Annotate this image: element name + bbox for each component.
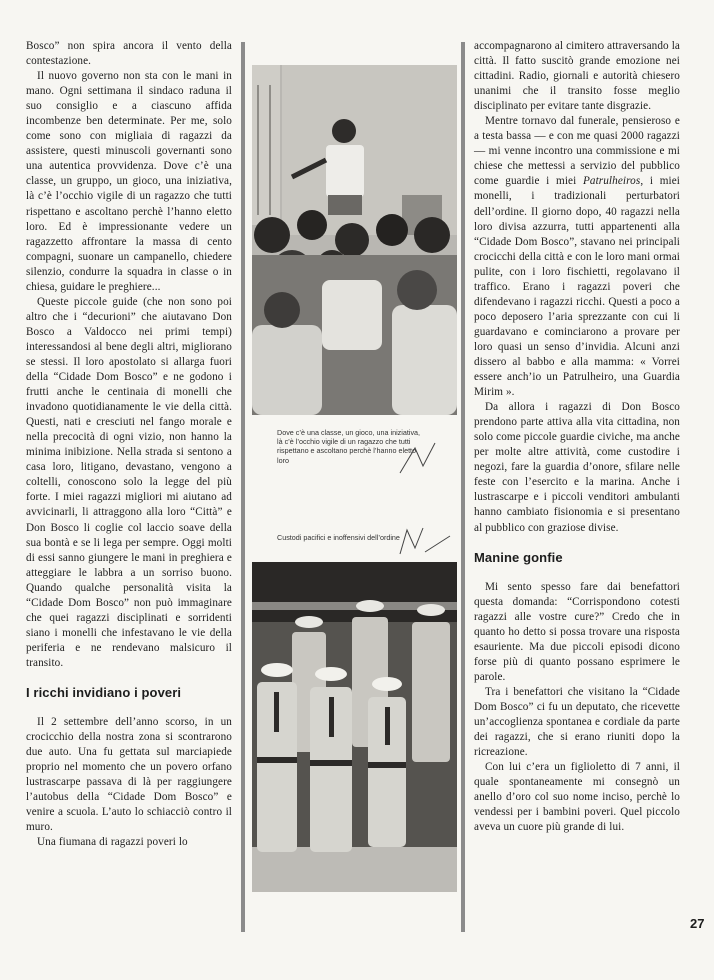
paragraph: accompagnarono al cimitero attraversando la città. Il fatto suscitò grande emozione nei cittadini. Radio, giornali e autorità chiesero unanimi che il transito fosse meglio disciplinato per evitare tante disgrazie. [474, 40, 680, 113]
text-run: , i miei monelli, i tradizionali perturbatori dell’ordine. Il giorno dopo, 40 ragazzi nella loro divisa azzurra, tutti appartenenti alla “Cidade Dom Bosco”, stavano nei principali crocicchi della città e con le loro mani ormai pulite, con i loro fischietti, regolavano il traffico. Erano i ragazzi poveri che difendevano i ragazzi ricchi. Questi a poco a poco deposero l’aria sprezzante con cui li guardavano e cominciarono a provare per loro quasi un senso d’invidia. Alcuni anzi dissero al babbo e alla mamma: « Vorrei essere anch’io un Patrulheiro, una Guardia Mirim ». [474, 175, 680, 399]
column-divider-right [461, 42, 465, 932]
paragraph: Mi sento spesso fare dai benefattori questa domanda: “Corrispondono cotesti ragazzi alle vostre cure?” Credo che in quanto ho detto si possa trovare una risposta esauriente. Ma due piccoli episodi dicono forse più di quanto possano esprimere le parole. [474, 580, 680, 683]
photo-caption: Custodi pacifici e inoffensivi dell’ordine [277, 533, 400, 542]
column-divider-left [241, 42, 245, 932]
photo-illustration [252, 562, 457, 892]
pen-mark-icon [395, 522, 455, 562]
left-text-column [26, 39, 232, 850]
photo-caption: Dove c’è una classe, un gioco, una iniziativa, là c’è l’occhio vigile di un ragazzo che tutti rispettano e ascoltano perchè l’hanno eletto loro [277, 428, 421, 465]
paragraph: Una fiumana di ragazzi poveri lo [37, 836, 188, 849]
photo-illustration [252, 65, 457, 415]
photo-uniformed-boys [252, 562, 457, 892]
photo-boy-leader [252, 65, 457, 415]
paragraph: Bosco” non spira ancora il vento della contestazione. [26, 40, 232, 68]
paragraph: Con lui c’era un figlioletto di 7 anni, il quale spontaneamente mi consegnò un anello d’oro col suo nome inciso, perchè lo vendessi per i bambini poveri. Quel piccolo aveva un cuore più grande di lui. [474, 761, 680, 834]
paragraph: Tra i benefattori che visitano la “Cidade Dom Bosco” ci fu un deputato, che ricevette un’accoglienza spontanea e cordiale da parte dei ragazzi, che si erano riuniti dopo la ricreazione. [474, 685, 680, 759]
page-number: 27 [690, 916, 705, 931]
paragraph [474, 114, 680, 400]
paragraph: Il nuovo governo non sta con le mani in mano. Ogni settimana il sindaco raduna il suo consiglio e a ciascuno affida incombenze ben determinate. Per me, solo come sono con migliaia di ragazzi da assistere, questi minuscoli governanti sono una autentica provvidenza. Dove c’è una classe, un gruppo, un gioco, una iniziativa, là c’è l’occhio vigile di un ragazzo che tutti rispettano e ascoltano perchè l’hanno eletto loro. Ed è impressionante vedere un ragazzetto affrontare la massa di cento compagni, suonare un campanello, chiedere silenzio, condurre la squadra in classe o in chiesa, guidare le preghiere... [26, 70, 232, 293]
section-heading: Manine gonfie [474, 549, 563, 565]
paragraph: Queste piccole guide (che non sono poi altro che i “decurioni” che aiutavano Don Bosco a Valdocco nei primi tempi) interessandosi al bene degli altri, migliorano se stessi. Il loro apostolato si allarga fuori della “Cidade Dom Bosco” e ne godono i frutti anche le centinaia di monelli che invadono quotidianamente le vie della città. Questi, nati e cresciuti nel fango morale e nella precocità di ogni vizio, non hanno la minima inibizione. Nella strada si sentono a casa loro, litigano, devastano, vengono a coltelli, conoscono solo la legge del più forte. I miei ragazzi migliori mi aiutano ad avvicinarli, li attraggono alla loro “Città” e Don Bosco li coglie col laccio soave della sua bontà e se li lega per sempre. Oggi molti di essi sanno giungere le mani in preghiera e atteggiare le labbra a un sorriso buono. Quando qualche personalità visita la “Cidade Dom Bosco” non può immaginare che quei ragazzi disciplinati e sorridenti siano i monelli che infestavano le vie della periferia e ne rendevano malsicuro il transito. [26, 295, 232, 669]
text-run: Mentre tornavo dal funerale, pensieroso e a testa bassa — e con me quasi 2000 ragazzi — mi venne incontro una commissione e mi chiese che mettessi a servizio del pubblico come guardie i miei [474, 115, 680, 188]
italic-term: Patrulheiros [582, 175, 641, 188]
right-text-column [474, 39, 680, 835]
paragraph: Il 2 settembre dell’anno scorso, in un crocicchio della nostra zona si scontrarono due auto. Una fu gettata sul marciapiede proprio nel momento che un povero orfano lustrascarpe passava di là per raggiungere l’autobus della “Cidade Dom Bosco” e venire a scuola. L’auto lo schiacciò contro il muro. [26, 715, 232, 834]
section-heading: I ricchi invidiano i poveri [26, 684, 182, 700]
pen-mark-icon [395, 438, 455, 478]
paragraph: Da allora i ragazzi di Don Bosco prendono parte attiva alla vita cittadina, non solo come piccole guardie civiche, ma anche per molte altre attività, come custodire i negozi, fare la guardia d’onore, sfilare nelle feste con l’esercito e la marina. Anche i lustrascarpe e i piccoli venditori ambulanti hanno cambiato fisionomia e si presentano al pubblico con graziose divise. [474, 401, 680, 534]
